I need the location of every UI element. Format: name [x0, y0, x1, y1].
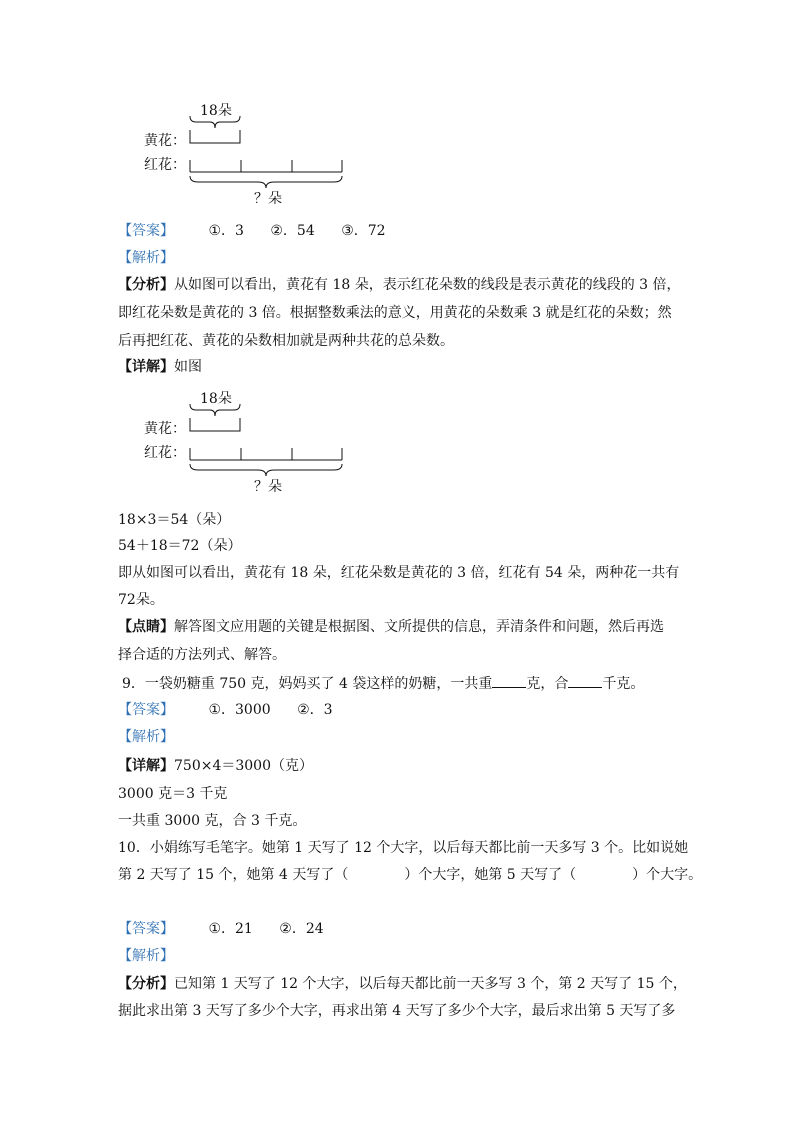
yellow-segment — [190, 418, 240, 431]
xiangjie-text: 750×4＝3000（克） — [174, 758, 313, 774]
question-9-part2: 克，合 — [526, 676, 569, 692]
answer-item: ①．3000 — [208, 702, 271, 718]
calc-line-1: 18×3＝54（朵） — [118, 512, 231, 528]
fenxi-text: 已知第 1 天写了 12 个大字，以后每天都比前一天多写 3 个，第 2 天写了 15 个， — [174, 976, 687, 992]
answer-line-9 — [118, 700, 333, 720]
yellow-segment — [190, 130, 240, 143]
fenxi-line-3: 后再把红花、黄花的朵数相加就是两种共花的总朵数。 — [118, 333, 454, 349]
dianjing-line-1 — [118, 617, 664, 637]
top-label: 18朵 — [200, 103, 232, 119]
dianjing-text: 解答图文应用题的关键是根据图、文所提供的信息，弄清条件和问题，然后再选 — [174, 619, 664, 635]
answer-tag: 【答案】 — [118, 702, 174, 718]
answer-tag: 【答案】 — [118, 223, 174, 239]
fenxi-line-2: 即红花朵数是黄花的 3 倍。根据整数乘法的意义，用黄花的朵数乘 3 就是红花的朵数；然 — [118, 305, 672, 321]
answer-item: ①．3 — [208, 223, 244, 239]
answer-blank — [492, 673, 526, 688]
question-10-part-c: ）个大字。 — [632, 867, 703, 883]
analysis-tag-1: 【解析】 — [118, 250, 174, 266]
answer-blank — [568, 673, 602, 688]
xiangjie-tag: 【详解】 — [118, 359, 174, 375]
red-label: 红花： — [144, 445, 186, 461]
answer-line-10 — [118, 919, 324, 939]
bottom-brace — [190, 464, 342, 476]
dianjing-tag: 【点睛】 — [118, 619, 174, 635]
bottom-brace — [190, 176, 342, 188]
fenxi-tag: 【分析】 — [118, 277, 174, 293]
xiangjie-tag: 【详解】 — [118, 758, 174, 774]
answer-tag: 【答案】 — [118, 921, 174, 937]
answer-item: ②．3 — [297, 702, 333, 718]
xiangjie-9-line-1 — [118, 756, 313, 776]
xiangjie-9-line-2: 3000 克＝3 千克 — [118, 786, 228, 802]
question-9 — [122, 673, 644, 694]
question-9-part3: 千克。 — [602, 676, 645, 692]
analysis-tag-9: 【解析】 — [118, 729, 174, 745]
segment-diagram-1 — [140, 96, 360, 206]
fenxi-line-1 — [118, 275, 681, 295]
calc-line-3: 即从如图可以看出，黄花有 18 朵，红花朵数是黄花的 3 倍，红花有 54 朵，两种花一共有 — [118, 565, 680, 581]
fenxi-tag: 【分析】 — [118, 976, 174, 992]
bottom-label: ？朵 — [254, 479, 282, 495]
xiangjie-9-line-3: 一共重 3000 克，合 3 千克。 — [118, 813, 307, 829]
segment-diagram-2 — [140, 384, 360, 494]
fenxi-10-line-2: 据此求出第 3 天写了多少个大字，再求出第 4 天写了多少个大字，最后求出第 5 天写了多 — [118, 1003, 676, 1019]
segment-diagram-2-lines — [140, 384, 360, 494]
top-label: 18朵 — [200, 391, 232, 407]
answer-item: ①．21 — [208, 921, 253, 937]
question-10-part-a: 第 2 天写了 15 个，她第 4 天写了（ — [118, 867, 349, 883]
fenxi-10-line-1 — [118, 974, 687, 994]
segment-diagram-1-lines — [140, 96, 360, 206]
bottom-label: ？朵 — [254, 191, 282, 207]
fenxi-text: 从如图可以看出，黄花有 18 朵，表示红花朵数的线段是表示黄花的线段的 3 倍， — [174, 277, 681, 293]
answer-item: ②．24 — [279, 921, 324, 937]
yellow-label: 黄花： — [144, 133, 186, 149]
question-10-line-2 — [118, 865, 702, 885]
red-label: 红花： — [144, 157, 186, 173]
dianjing-line-2: 择合适的方法列式、解答。 — [118, 647, 286, 663]
xiangjie-text: 如图 — [174, 359, 202, 375]
question-9-part1: 9．一袋奶糖重 750 克，妈妈买了 4 袋这样的奶糖，一共重 — [122, 676, 493, 692]
calc-line-4: 72朵。 — [118, 592, 164, 608]
answer-item: ③．72 — [341, 223, 386, 239]
question-10-part-b: ）个大字，她第 5 天写了（ — [404, 867, 577, 883]
question-10-line-1: 10．小娟练写毛笔字。她第 1 天写了 12 个大字，以后每天都比前一天多写 3 个。比如说她 — [118, 840, 689, 856]
yellow-label: 黄花： — [144, 421, 186, 437]
calc-line-2: 54＋18＝72（朵） — [118, 538, 242, 554]
answer-item: ②．54 — [270, 223, 315, 239]
answer-line-1 — [118, 221, 386, 241]
xiangjie-line-1 — [118, 357, 202, 377]
analysis-tag-10: 【解析】 — [118, 948, 174, 964]
